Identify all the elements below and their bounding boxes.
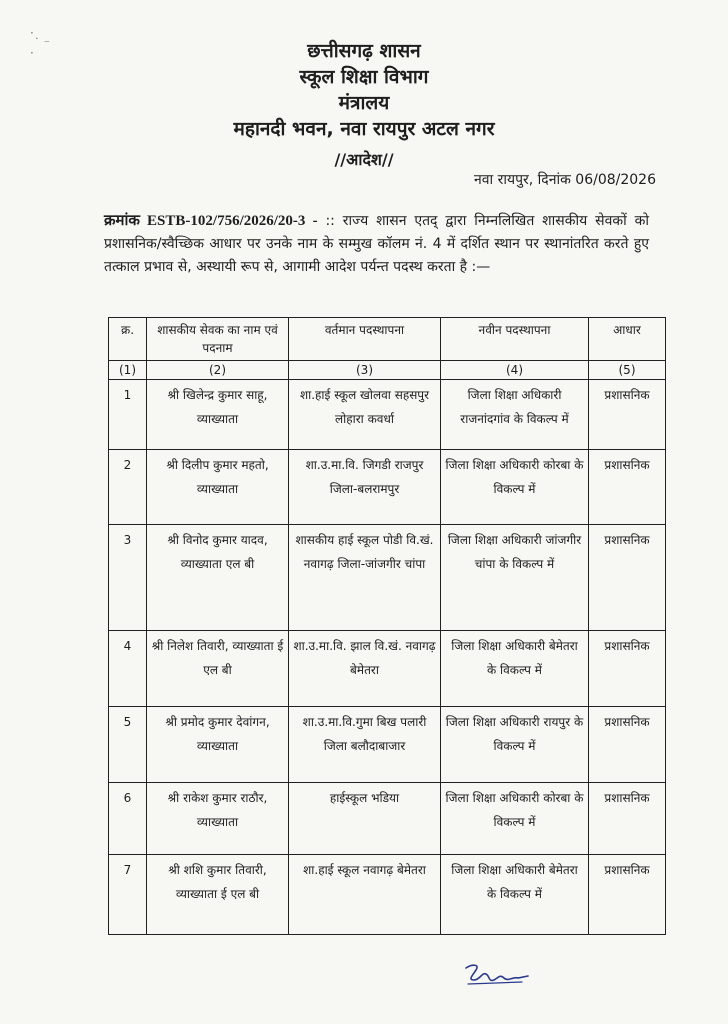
row-current-posting: शा.उ.मा.वि.गुमा बिख पलारी जिला बलौदाबाजार: [289, 707, 441, 783]
row-basis: प्रशासनिक: [589, 631, 666, 707]
row-basis: प्रशासनिक: [589, 783, 666, 855]
intro-text: :: राज्य शासन एतद् द्वारा निम्नलिखित शासकीय सेवकों को प्रशासनिक/स्वैच्छिक आधार पर उनके नाम के सम्मुख कॉलम नं. 4 में दर्शित स्थान पर स्थानांतरित करते हुए तत्काल प्रभाव से, अस्थायी रूप से, आगामी आदेश पर्यन्त पदस्थ करता है :—: [104, 213, 649, 275]
row-name: श्री शशि कुमार तिवारी, व्याख्याता ई एल बी: [147, 855, 289, 935]
row-sn: 4: [109, 631, 147, 707]
header-address: महानदी भवन, नवा रायपुर अटल नगर: [233, 118, 495, 140]
row-new-posting: जिला शिक्षा अधिकारी रायपुर के विकल्प में: [441, 707, 589, 783]
table-row: [109, 855, 666, 935]
col-number: (3): [289, 361, 441, 380]
row-new-posting: जिला शिक्षा अधिकारी कोरबा के विकल्प में: [441, 450, 589, 525]
signature-mark: [462, 958, 532, 992]
col-header-sn: क्र.: [109, 318, 147, 361]
row-sn: 7: [109, 855, 147, 935]
col-number: (1): [109, 361, 147, 380]
table-row: [109, 783, 666, 855]
header-government: छत्तीसगढ़ शासन: [307, 40, 421, 62]
reference-number: क्रमांक ESTB-102/756/2026/20-3 -: [104, 213, 318, 229]
row-new-posting: जिला शिक्षा अधिकारी कोरबा के विकल्प में: [441, 783, 589, 855]
header-ministry: मंत्रालय: [338, 92, 390, 114]
col-header-new: नवीन पदस्थापना: [441, 318, 589, 361]
order-title: //आदेश//: [334, 150, 394, 169]
document-header: [0, 38, 728, 142]
row-basis: प्रशासनिक: [589, 450, 666, 525]
column-number-row: [109, 361, 666, 380]
row-current-posting: शा.उ.मा.वि. जिगडी राजपुर जिला-बलरामपुर: [289, 450, 441, 525]
row-sn: 6: [109, 783, 147, 855]
transfer-table: [108, 317, 666, 935]
table-row: [109, 631, 666, 707]
row-current-posting: शा.हाई स्कूल नवागढ़ बेमेतरा: [289, 855, 441, 935]
table-header-row: [109, 318, 666, 361]
row-sn: 2: [109, 450, 147, 525]
scan-marks: · ˙ ⁻ ·: [30, 26, 50, 60]
row-sn: 3: [109, 525, 147, 631]
row-sn: 5: [109, 707, 147, 783]
table-row: [109, 450, 666, 525]
col-header-name: शासकीय सेवक का नाम एवं पदनाम: [147, 318, 289, 361]
row-basis: प्रशासनिक: [589, 855, 666, 935]
row-new-posting: जिला शिक्षा अधिकारी बेमेतरा के विकल्प में: [441, 631, 589, 707]
row-name: श्री खिलेन्द्र कुमार साहू, व्याख्याता: [147, 380, 289, 450]
col-number: (4): [441, 361, 589, 380]
row-new-posting: जिला शिक्षा अधिकारी बेमेतरा के विकल्प में: [441, 855, 589, 935]
col-header-current: वर्तमान पदस्थापना: [289, 318, 441, 361]
row-current-posting: शा.उ.मा.वि. झाल वि.खं. नवागढ़ बेमेतरा: [289, 631, 441, 707]
row-current-posting: शा.हाई स्कूल खोलवा सहसपुर लोहारा कवर्धा: [289, 380, 441, 450]
intro-paragraph: [104, 210, 649, 279]
place-date: नवा रायपुर, दिनांक 06/08/2026: [473, 172, 656, 188]
col-header-basis: आधार: [589, 318, 666, 361]
row-basis: प्रशासनिक: [589, 707, 666, 783]
row-new-posting: जिला शिक्षा अधिकारी राजनांदगांव के विकल्प में: [441, 380, 589, 450]
row-name: श्री विनोद कुमार यादव, व्याख्याता एल बी: [147, 525, 289, 631]
col-number: (2): [147, 361, 289, 380]
table-row: [109, 525, 666, 631]
header-department: स्कूल शिक्षा विभाग: [299, 66, 429, 88]
row-sn: 1: [109, 380, 147, 450]
row-name: श्री दिलीप कुमार महतो, व्याख्याता: [147, 450, 289, 525]
row-current-posting: शासकीय हाई स्कूल पोडी वि.खं. नवागढ़ जिला-जांजगीर चांपा: [289, 525, 441, 631]
row-name: श्री प्रमोद कुमार देवांगन, व्याख्याता: [147, 707, 289, 783]
col-number: (5): [589, 361, 666, 380]
table-row: [109, 707, 666, 783]
row-new-posting: जिला शिक्षा अधिकारी जांजगीर चांपा के विकल्प में: [441, 525, 589, 631]
row-basis: प्रशासनिक: [589, 525, 666, 631]
row-current-posting: हाईस्कूल भडिया: [289, 783, 441, 855]
row-basis: प्रशासनिक: [589, 380, 666, 450]
table-row: [109, 380, 666, 450]
row-name: श्री राकेश कुमार राठौर, व्याख्याता: [147, 783, 289, 855]
row-name: श्री निलेश तिवारी, व्याख्याता ई एल बी: [147, 631, 289, 707]
